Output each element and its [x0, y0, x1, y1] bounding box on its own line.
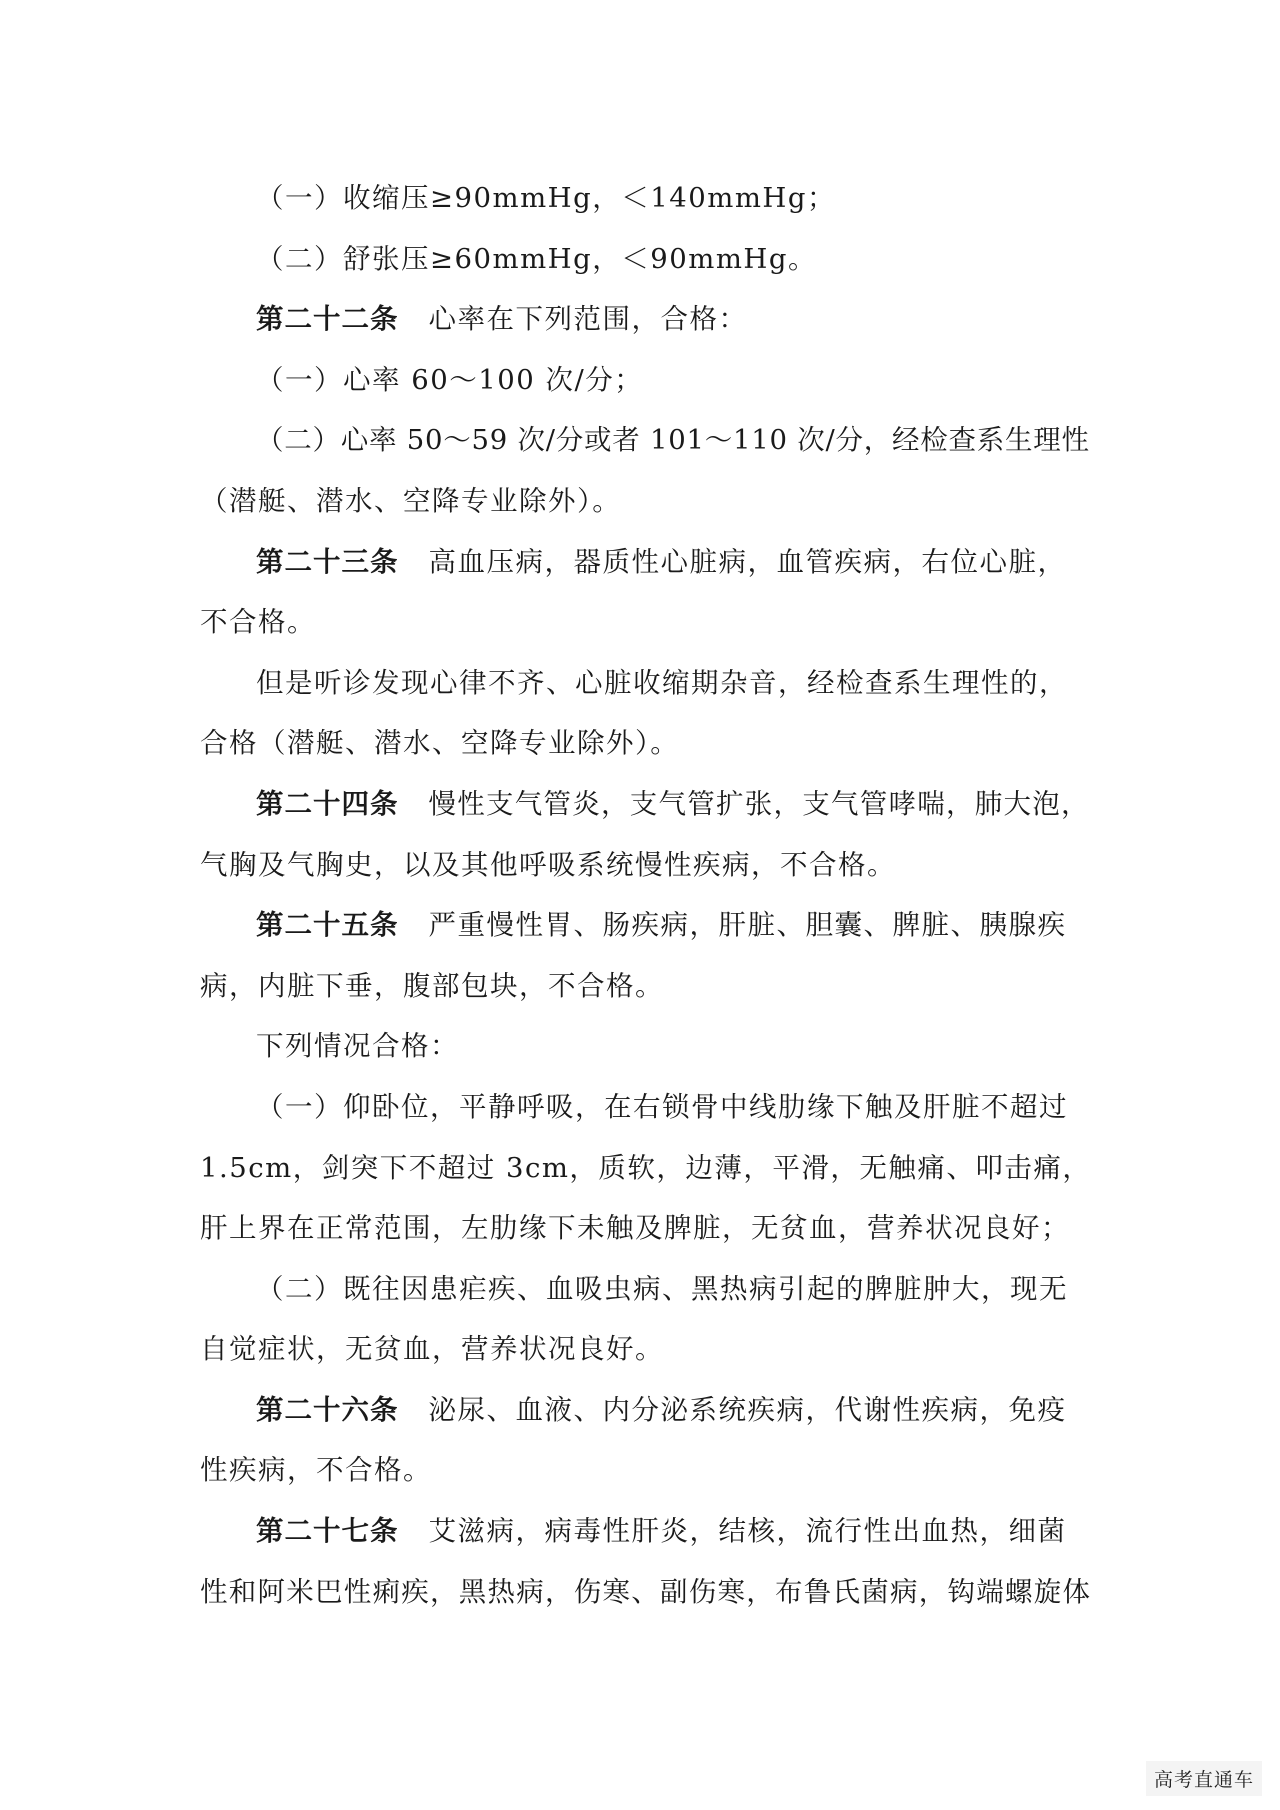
paragraph-text: 泌尿、血液、内分泌系统疾病，代谢性疾病，免疫: [428, 1393, 1067, 1426]
paragraph-text: 自觉症状，无贫血，营养状况良好。: [200, 1333, 664, 1366]
paragraph-text: 气胸及气胸史，以及其他呼吸系统慢性疾病，不合格。: [200, 848, 896, 881]
text-line: [200, 471, 1090, 532]
paragraph-text: 1.5cm，剑突下不超过 3cm，质软，边薄，平滑，无触痛、叩击痛，: [200, 1151, 1092, 1184]
text-line: [200, 592, 1090, 653]
article-24-line: [200, 774, 1090, 835]
paragraph-text: （二）既往因患疟疾、血吸虫病、黑热病引起的脾脏肿大，现无: [256, 1272, 1068, 1305]
text-line: [200, 1259, 1090, 1320]
paragraph-text: 但是听诊发现心律不齐、心脏收缩期杂音，经检查系生理性的，: [256, 666, 1068, 699]
paragraph-text: 病，内脏下垂，腹部包块，不合格。: [200, 969, 664, 1002]
article-25-line: [200, 895, 1090, 956]
article-number: 第二十七条: [256, 1515, 399, 1548]
text-line: [200, 1016, 1090, 1077]
paragraph-text: 不合格。: [200, 606, 316, 639]
text-line: [200, 835, 1090, 896]
paragraph-text: 心率在下列范围，合格：: [428, 303, 748, 336]
text-line: [200, 653, 1090, 714]
text-line: [200, 1077, 1090, 1138]
text-line: [200, 1562, 1090, 1623]
paragraph-text: （潜艇、潜水、空降专业除外）。: [200, 484, 622, 517]
text-line: [200, 168, 1090, 229]
text-line: [200, 713, 1090, 774]
text-line: [200, 1138, 1090, 1199]
paragraph-text: （二）舒张压≥60mmHg，＜90mmHg。: [256, 242, 818, 275]
text-line: [200, 1319, 1090, 1380]
text-line: [200, 1198, 1090, 1259]
article-27-line: [200, 1501, 1090, 1562]
paragraph-text: （二）心率 50～59 次/分或者 101～110 次/分，经检查系生理性: [256, 424, 1090, 457]
text-line: [200, 1440, 1090, 1501]
paragraph-text: 严重慢性胃、肠疾病，肝脏、胆囊、脾脏、胰腺疾: [428, 909, 1067, 942]
paragraph-text: （一）收缩压≥90mmHg，＜140mmHg；: [256, 182, 837, 214]
article-23-line: [200, 532, 1090, 593]
article-number: 第二十五条: [256, 909, 399, 942]
text-line: [200, 229, 1090, 290]
article-number: 第二十三条: [256, 545, 399, 578]
paragraph-text: 慢性支气管炎，支气管扩张，支气管哮喘，肺大泡，: [428, 787, 1090, 820]
paragraph-text: （一）心率 60～100 次/分；: [256, 363, 644, 396]
document-body: [200, 168, 1090, 1622]
paragraph-text: 艾滋病，病毒性肝炎，结核，流行性出血热，细菌: [428, 1515, 1067, 1548]
watermark-label: 高考直通车: [1146, 1761, 1262, 1796]
paragraph-text: （一）仰卧位，平静呼吸，在右锁骨中线肋缘下触及肝脏不超过: [256, 1090, 1068, 1123]
article-26-line: [200, 1380, 1090, 1441]
paragraph-text: 下列情况合格：: [256, 1030, 459, 1063]
article-number: 第二十四条: [256, 787, 399, 820]
paragraph-text: 高血压病，器质性心脏病，血管疾病，右位心脏，: [428, 545, 1067, 578]
paragraph-text: 肝上界在正常范围，左肋缘下未触及脾脏，无贫血，营养状况良好；: [200, 1212, 1070, 1245]
paragraph-text: 合格（潜艇、潜水、空降专业除外）。: [200, 727, 680, 760]
article-22-line: [200, 289, 1090, 350]
paragraph-text: 性疾病，不合格。: [200, 1454, 432, 1487]
text-line: [200, 956, 1090, 1017]
article-number: 第二十二条: [256, 303, 399, 336]
article-number: 第二十六条: [256, 1393, 399, 1426]
paragraph-text: 性和阿米巴性痢疾，黑热病，伤寒、副伤寒，布鲁氏菌病，钩端螺旋体: [200, 1575, 1092, 1608]
text-line: [200, 410, 1090, 471]
text-line: [200, 350, 1090, 411]
